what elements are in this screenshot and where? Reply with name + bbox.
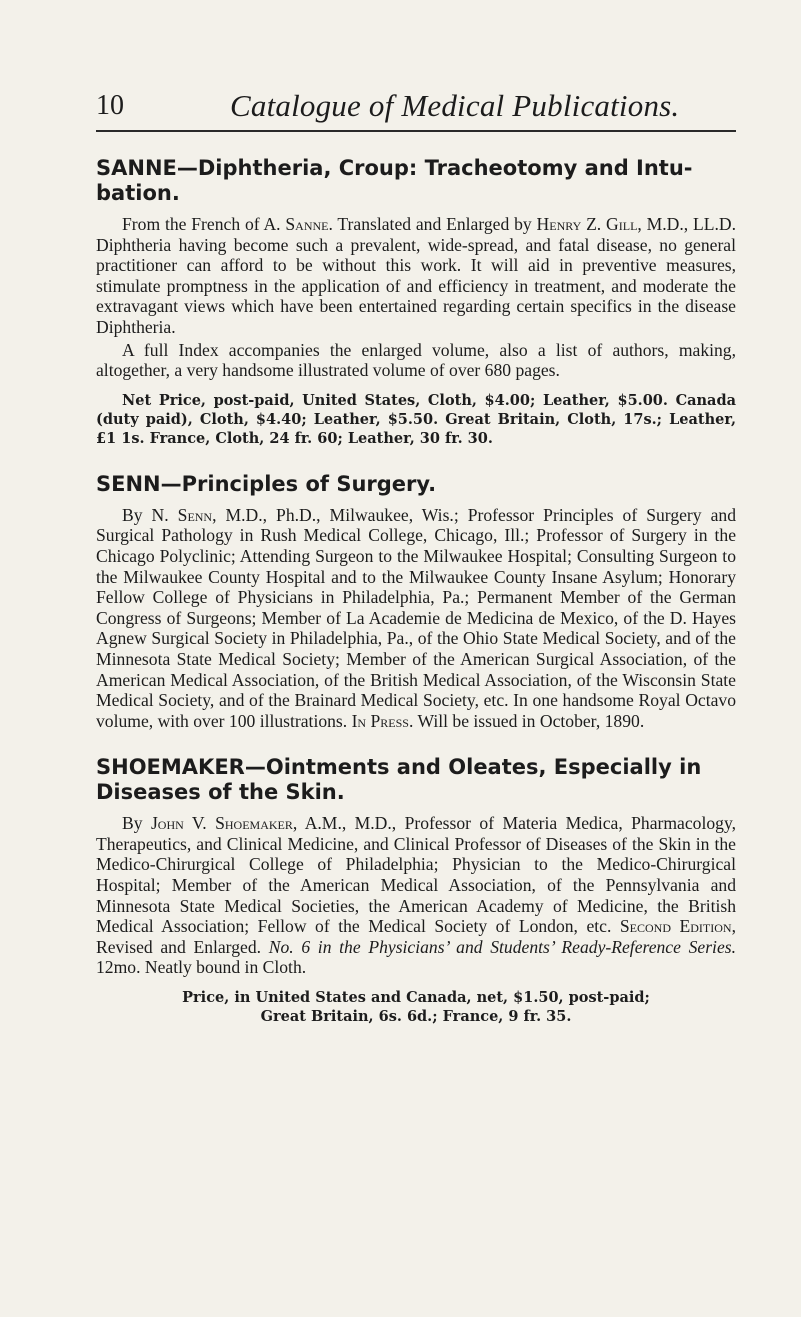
translator-name: Henry Z. Gill (536, 214, 638, 234)
entry-description (96, 505, 736, 732)
text-run: From the French of A. (122, 214, 286, 234)
text-run: , M.D., Ph.D., Milwaukee, Wis.; Professor Principles of Surgery and Surgical Pathology in Rush Medical College, Chicago, Ill.; Professor of Surgery in the Chicago Polyclinic; Attending Surgeon to the Milwaukee Hospital; Consulting Surgeon to the Milwaukee County Hospital and to the Milwaukee County Insane Asylum; Honorary Fellow College of Physicians in Philadelphia, Pa.; Permanent Member of the German Congress of Surgeons; Member of La Academie de Medicina de Mexico, of the D. Hayes Agnew Surgical Society in Philadelphia, Pa., of the Ohio State Medical Society, and of the Minnesota State Medical Society; Member of the American Surgical Association, of the American Medical Association, of the British Medical Association, of the Wisconsin State Medical Society, and of the Brainard Medical Society, etc. In one handsome Royal Octavo volume, with over 100 illustrations. (96, 504, 736, 731)
author-name: Sanne (285, 214, 329, 234)
author-name: John V. Shoemaker (150, 813, 293, 834)
edition-label: Second Edition (619, 916, 732, 937)
text-run: . Will be issued in October, 1890. (408, 710, 645, 731)
text-run: By N. (122, 504, 178, 525)
text-run: , M.D., LL.D. Diphtheria having become such a prevalent, wide-spread, and fatal disease, no general practitioner can afford to be without this work. It will aid in preventive measures, stimulate promptness in the application of and efficiency in treatment, and moderate the extravagant views which have been entertained regarding certain specifics in the disease Diphtheria. (96, 214, 736, 337)
text-run: , A.M., M.D., Professor of Materia Medica, Pharmacology, Therapeutics, and Clinical Medicine, and Clinical Professor of Diseases of the Skin in the Medico-Chirurgical College of Philadelphia; Physician to the Medico-Chirurgical Hospital; Member of the American Medical Association, of the Pennsylvania and Minnesota State Medical Societies, the American Academy of Medicine, the British Medical Association; Fellow of the Medical Society of London, etc. (96, 813, 736, 937)
price-line (96, 988, 736, 1026)
text-run: By (122, 813, 151, 834)
author-name: Senn (177, 504, 213, 525)
entry-description-continued: A full Index accompanies the enlarged volume, also a list of authors, making, altogether, a very handsome illustrated volume of over 680 pages. (96, 339, 736, 381)
text-run: . Translated and Enlarged by (328, 214, 537, 234)
running-title: Catalogue of Medical Publications. (230, 88, 680, 123)
price-line: Net Price, post-paid, United States, Cloth, $4.00; Leather, $5.00. Canada (duty paid), Cloth, $4.40; Leather, $5.50. Great Britain, Cloth, 17s.; Leather, £1 1s. France, Cloth, 24 fr. 60; Leather, 30 fr. 30. (96, 391, 736, 447)
series-title: No. 6 in the Physicians’ and Students’ Ready-Reference Series. (268, 936, 736, 957)
price-line-1: Price, in United States and Canada, net, $1.50, post-paid; (182, 989, 650, 1007)
entry-title: SANNE—Diphtheria, Croup: Tracheotomy and Intu-bation. (96, 156, 693, 205)
press-status: In Press (351, 710, 409, 731)
entry-title: SHOEMAKER—Ointments and Oleates, Especially in Diseases of the Skin. (96, 755, 702, 805)
price-line-2: Great Britain, 6s. 6d.; France, 9 fr. 35. (260, 1008, 572, 1026)
page-number: 10 (96, 90, 124, 121)
text-run: 12mo. Neatly bound in Cloth. (96, 957, 307, 978)
running-header (96, 86, 736, 132)
catalogue-page (96, 86, 736, 1026)
catalogue-entry-sanne (96, 156, 736, 448)
text-run: , Revised and Enlarged. (96, 916, 736, 957)
entry-title: SENN—Principles of Surgery. (96, 471, 437, 496)
catalogue-entry-shoemaker (96, 755, 736, 1026)
catalogue-entry-senn (96, 472, 736, 732)
entry-description (96, 214, 736, 338)
entry-description (96, 813, 736, 978)
